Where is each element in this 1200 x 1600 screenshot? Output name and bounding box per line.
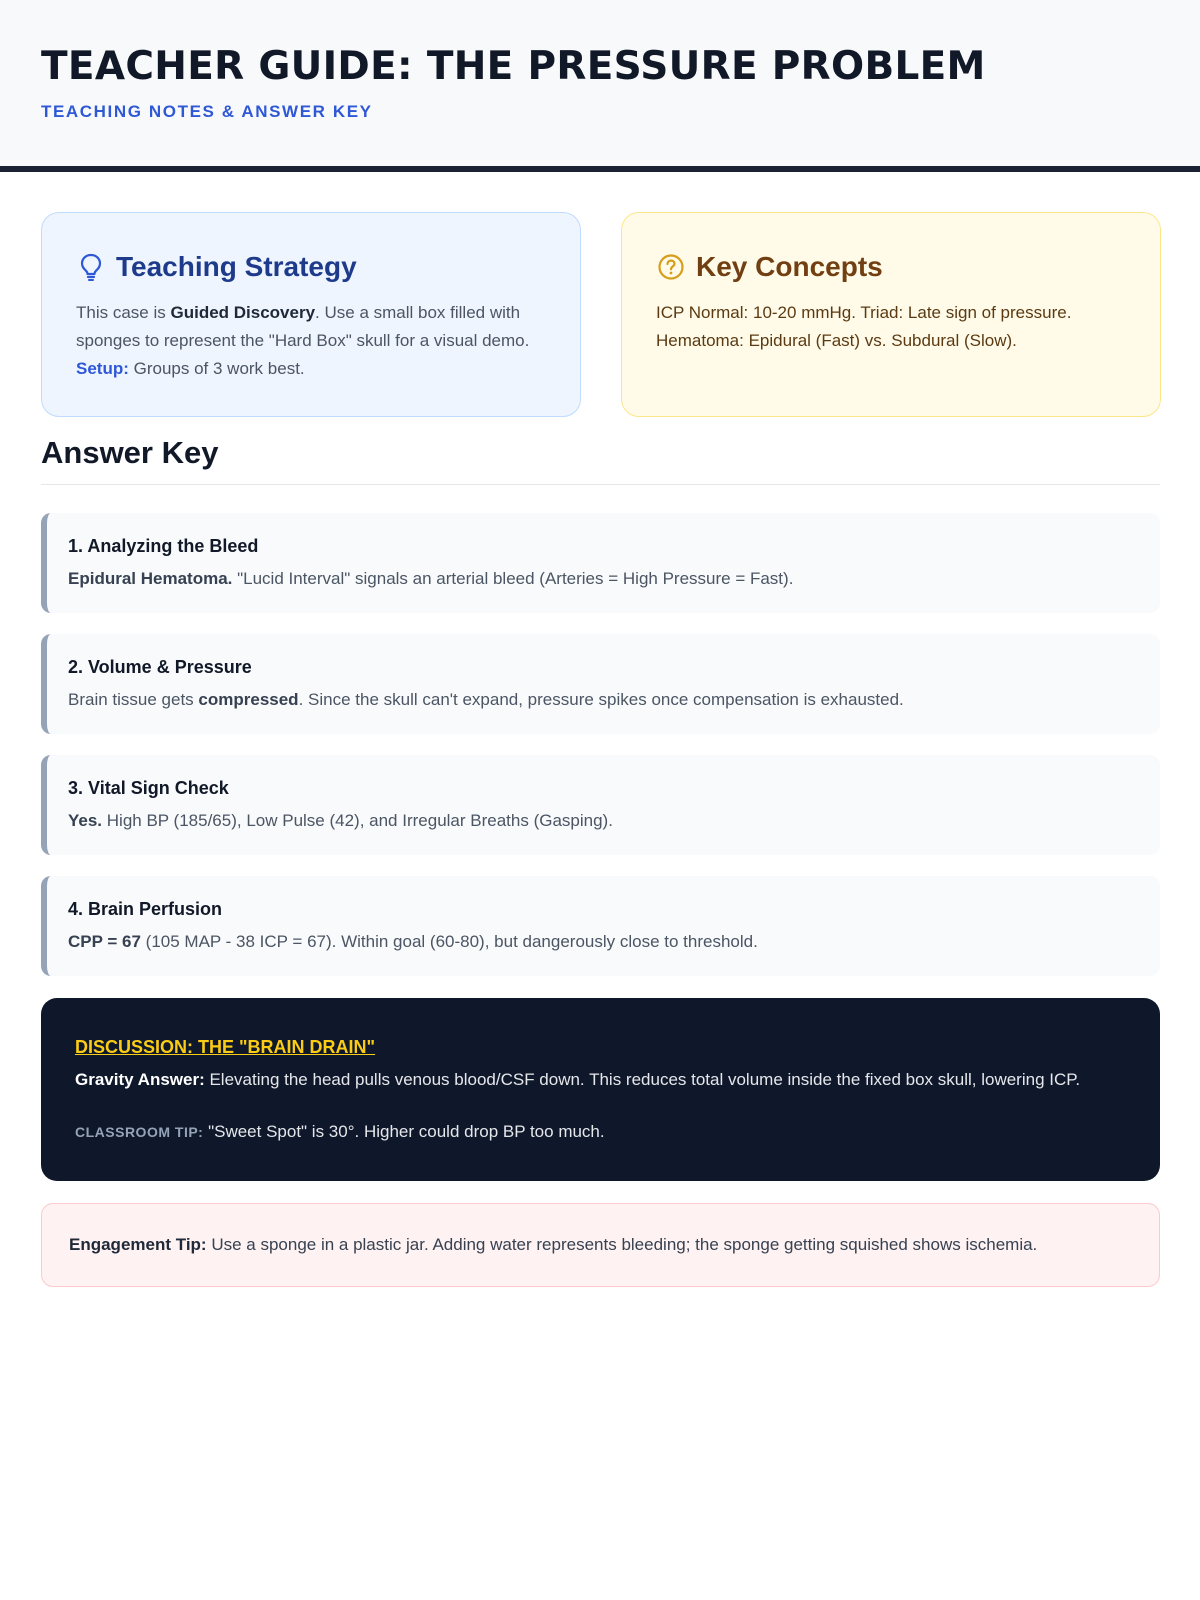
- answer-item-2: [41, 634, 1160, 734]
- answer-item-4: [41, 876, 1160, 976]
- discussion-answer: Gravity Answer: Elevating the head pulls venous blood/CSF down. This reduces total volume inside the fixed box skull, lowering ICP.: [75, 1070, 1081, 1089]
- page-header: [0, 0, 1200, 172]
- key-concepts-card: [621, 212, 1161, 417]
- key-concepts-header: [656, 249, 1126, 285]
- teaching-strategy-header: [76, 249, 546, 285]
- teaching-strategy-text: This case is Guided Discovery. Use a small box filled with sponges to represent the "Hard Box" skull for a visual demo. Setup: Groups of 3 work best.: [76, 303, 530, 378]
- answer-item-title: 3. Vital Sign Check: [68, 778, 229, 798]
- answer-item-title: 2. Volume & Pressure: [68, 657, 252, 677]
- answer-item-text: Yes. High BP (185/65), Low Pulse (42), and Irregular Breaths (Gasping).: [68, 811, 613, 830]
- teaching-strategy-title: Teaching Strategy: [116, 251, 357, 282]
- engagement-tip-text: Engagement Tip: Use a sponge in a plastic jar. Adding water represents bleeding; the sponge getting squished shows ischemia.: [69, 1235, 1038, 1254]
- info-cards: [41, 212, 1160, 417]
- engagement-tip-box: [41, 1203, 1160, 1287]
- answer-item-title: 4. Brain Perfusion: [68, 899, 223, 919]
- page-title: TEACHER GUIDE: THE PRESSURE PROBLEM: [41, 44, 986, 89]
- question-circle-icon: [656, 252, 686, 282]
- lightbulb-icon: [76, 252, 106, 282]
- answer-item-text: CPP = 67 (105 MAP - 38 ICP = 67). Within goal (60-80), but dangerously close to threshold.: [68, 932, 758, 951]
- answer-item-text: Epidural Hematoma. "Lucid Interval" signals an arterial bleed (Arteries = High Pressure = Fast).: [68, 569, 794, 588]
- teaching-strategy-card: [41, 212, 581, 417]
- answer-item-text: Brain tissue gets compressed. Since the skull can't expand, pressure spikes once compensation is exhausted.: [68, 690, 904, 709]
- answer-item-title: 1. Analyzing the Bleed: [68, 536, 259, 556]
- key-concepts-text: ICP Normal: 10-20 mmHg. Triad: Late sign of pressure. Hematoma: Epidural (Fast) vs. Subdural (Slow).: [656, 303, 1072, 350]
- classroom-tip: CLASSROOM TIP: "Sweet Spot" is 30°. Higher could drop BP too much.: [75, 1122, 605, 1141]
- answer-key-title: Answer Key: [41, 435, 219, 470]
- discussion-box: [41, 998, 1160, 1181]
- answer-item-1: [41, 513, 1160, 613]
- page-subtitle: TEACHING NOTES & ANSWER KEY: [41, 102, 373, 121]
- answer-key-heading: [41, 433, 1160, 485]
- discussion-title: DISCUSSION: THE "BRAIN DRAIN": [75, 1037, 376, 1057]
- key-concepts-title: Key Concepts: [696, 251, 883, 282]
- answer-item-3: [41, 755, 1160, 855]
